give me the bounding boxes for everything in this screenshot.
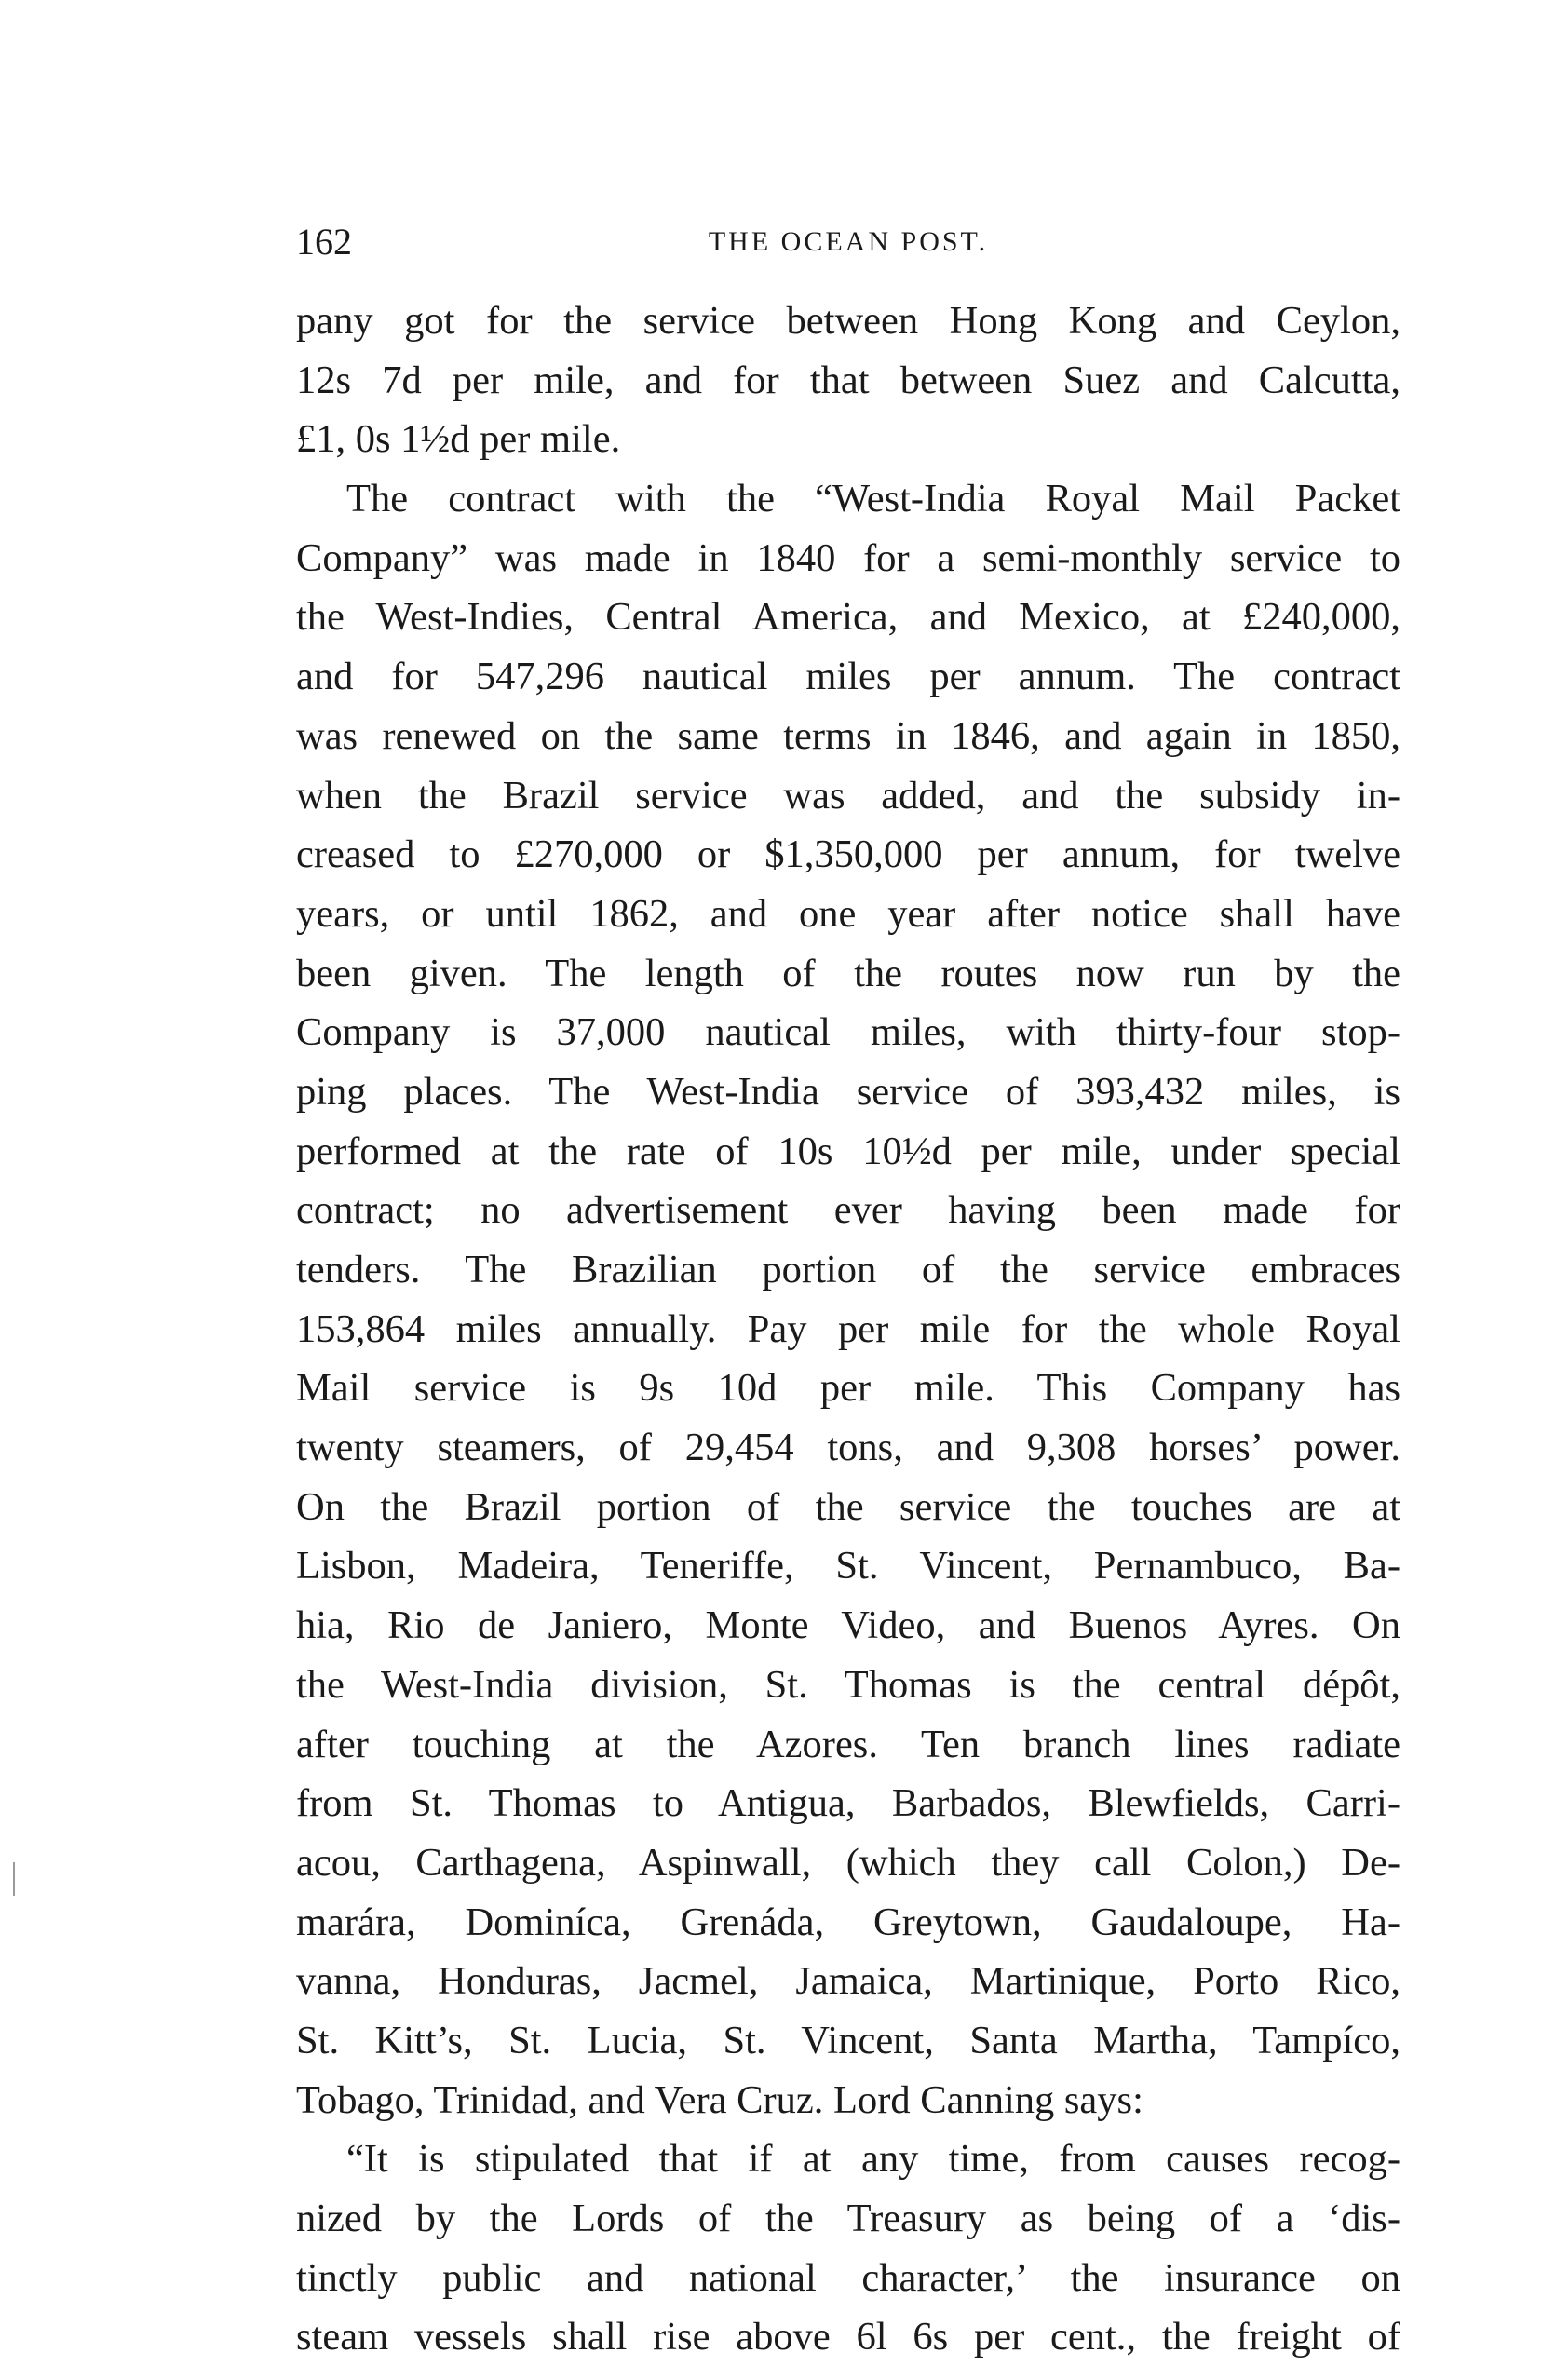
text-line: The contract with the “West-India Royal Mail Packet [346,477,1400,521]
text-line: 153,864 miles annually. Pay per mile for the whole Royal [296,1306,1400,1351]
page-number: 162 [296,221,352,263]
text-line: Company is 37,000 nautical miles, with thirty-four stop- [296,1010,1400,1055]
text-line: 12s 7d per mile, and for that between Suez and Calcutta, [296,358,1400,402]
text-line: Tobago, Trinidad, and Vera Cruz. Lord Canning says: [296,2077,1143,2122]
text-line: was renewed on the same terms in 1846, and again in 1850, [296,713,1400,758]
text-line: Lisbon, Madeira, Teneriffe, St. Vincent, Pernambuco, Ba- [296,1544,1400,1589]
text-line: On the Brazil portion of the service the touches are at [296,1484,1400,1529]
text-line: £1, 0s 1½d per mile. [296,417,621,462]
text-line: and for 547,296 nautical miles per annum. The contract [296,655,1400,699]
text-line: nized by the Lords of the Treasury as being of a ‘dis- [296,2197,1400,2240]
text-line: St. Kitt’s, St. Lucia, St. Vincent, Santa Martha, Tampíco, [296,2018,1400,2062]
text-line: “It is stipulated that if at any time, from causes recog- [346,2137,1400,2182]
text-line: pany got for the service between Hong Kong and Ceylon, [296,299,1400,343]
scan-edge-mark [13,1862,15,1896]
text-line: hia, Rio de Janiero, Monte Video, and Buenos Ayres. On [296,1603,1400,1648]
text-line: marára, Dominíca, Grenáda, Greytown, Gaudaloupe, Ha- [296,1900,1400,1944]
text-line: ping places. The West-India service of 393,432 miles, is [296,1069,1400,1114]
text-line: years, or until 1862, and one year after notice shall have [296,891,1400,936]
running-title: THE OCEAN POST. [708,226,989,257]
text-line: creased to £270,000 or $1,350,000 per annum, for twelve [296,832,1400,877]
text-line: from St. Thomas to Antigua, Barbados, Blewfields, Carri- [296,1781,1400,1826]
text-line: the West-India division, St. Thomas is the central dépôt, [296,1662,1400,1707]
text-line: been given. The length of the routes now run by the [296,951,1400,995]
text-line: tinctly public and national character,’ the insurance on [296,2255,1400,2300]
text-line: tenders. The Brazilian portion of the service embraces [296,1248,1400,1291]
text-line: performed at the rate of 10s 10½d per mile, under special [296,1129,1400,1173]
text-line: contract; no advertisement ever having been made for [296,1188,1400,1233]
text-line: Company” was made in 1840 for a semi-monthly service to [296,535,1400,580]
text-line: the West-Indies, Central America, and Mexico, at £240,000, [296,595,1400,640]
text-line: steam vessels shall rise above 6l 6s per cent., the freight of [296,2315,1400,2360]
text-line: vanna, Honduras, Jacmel, Jamaica, Martinique, Porto Rico, [296,1959,1400,2004]
text-line: after touching at the Azores. Ten branch lines radiate [296,1722,1400,1766]
body-text [296,291,1400,2367]
text-line: when the Brazil service was added, and the subsidy in- [296,773,1400,818]
text-line: twenty steamers, of 29,454 tons, and 9,308 horses’ power. [296,1426,1400,1470]
text-line: Mail service is 9s 10d per mile. This Company has [296,1366,1400,1411]
running-head [296,214,1400,270]
text-line: acou, Carthagena, Aspinwall, (which they call Colon,) De- [296,1840,1400,1885]
